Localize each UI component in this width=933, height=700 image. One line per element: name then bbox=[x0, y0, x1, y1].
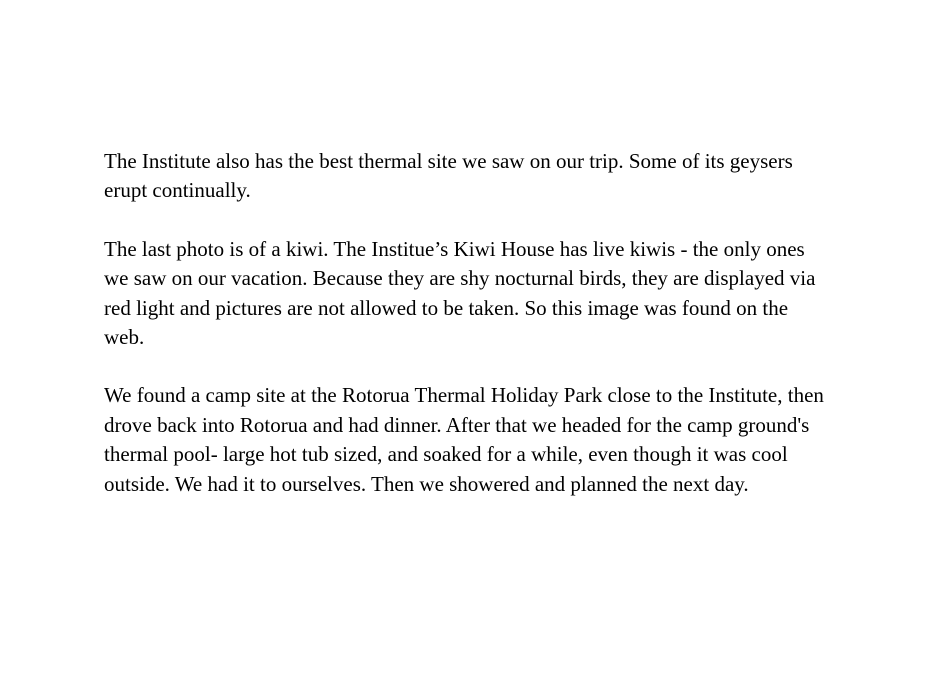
document-body bbox=[104, 147, 824, 499]
paragraph-camp-site: We found a camp site at the Rotorua Thermal Holiday Park close to the Institute, then drove back into Rotorua and had dinner. After that we headed for the camp ground's thermal pool- large hot tub sized, and soaked for a while, even though it was cool outside. We had it to ourselves. Then we showered and planned the next day. bbox=[104, 383, 824, 496]
paragraph-kiwi: The last photo is of a kiwi. The Institue’s Kiwi House has live kiwis - the only ones we saw on our vacation. Because they are shy nocturnal birds, they are displayed via red light and pictures are not allowed to be taken. So this image was found on the web. bbox=[104, 236, 816, 350]
paragraph-geysers: The Institute also has the best thermal site we saw on our trip. Some of its geysers erupt continually. bbox=[104, 149, 793, 203]
